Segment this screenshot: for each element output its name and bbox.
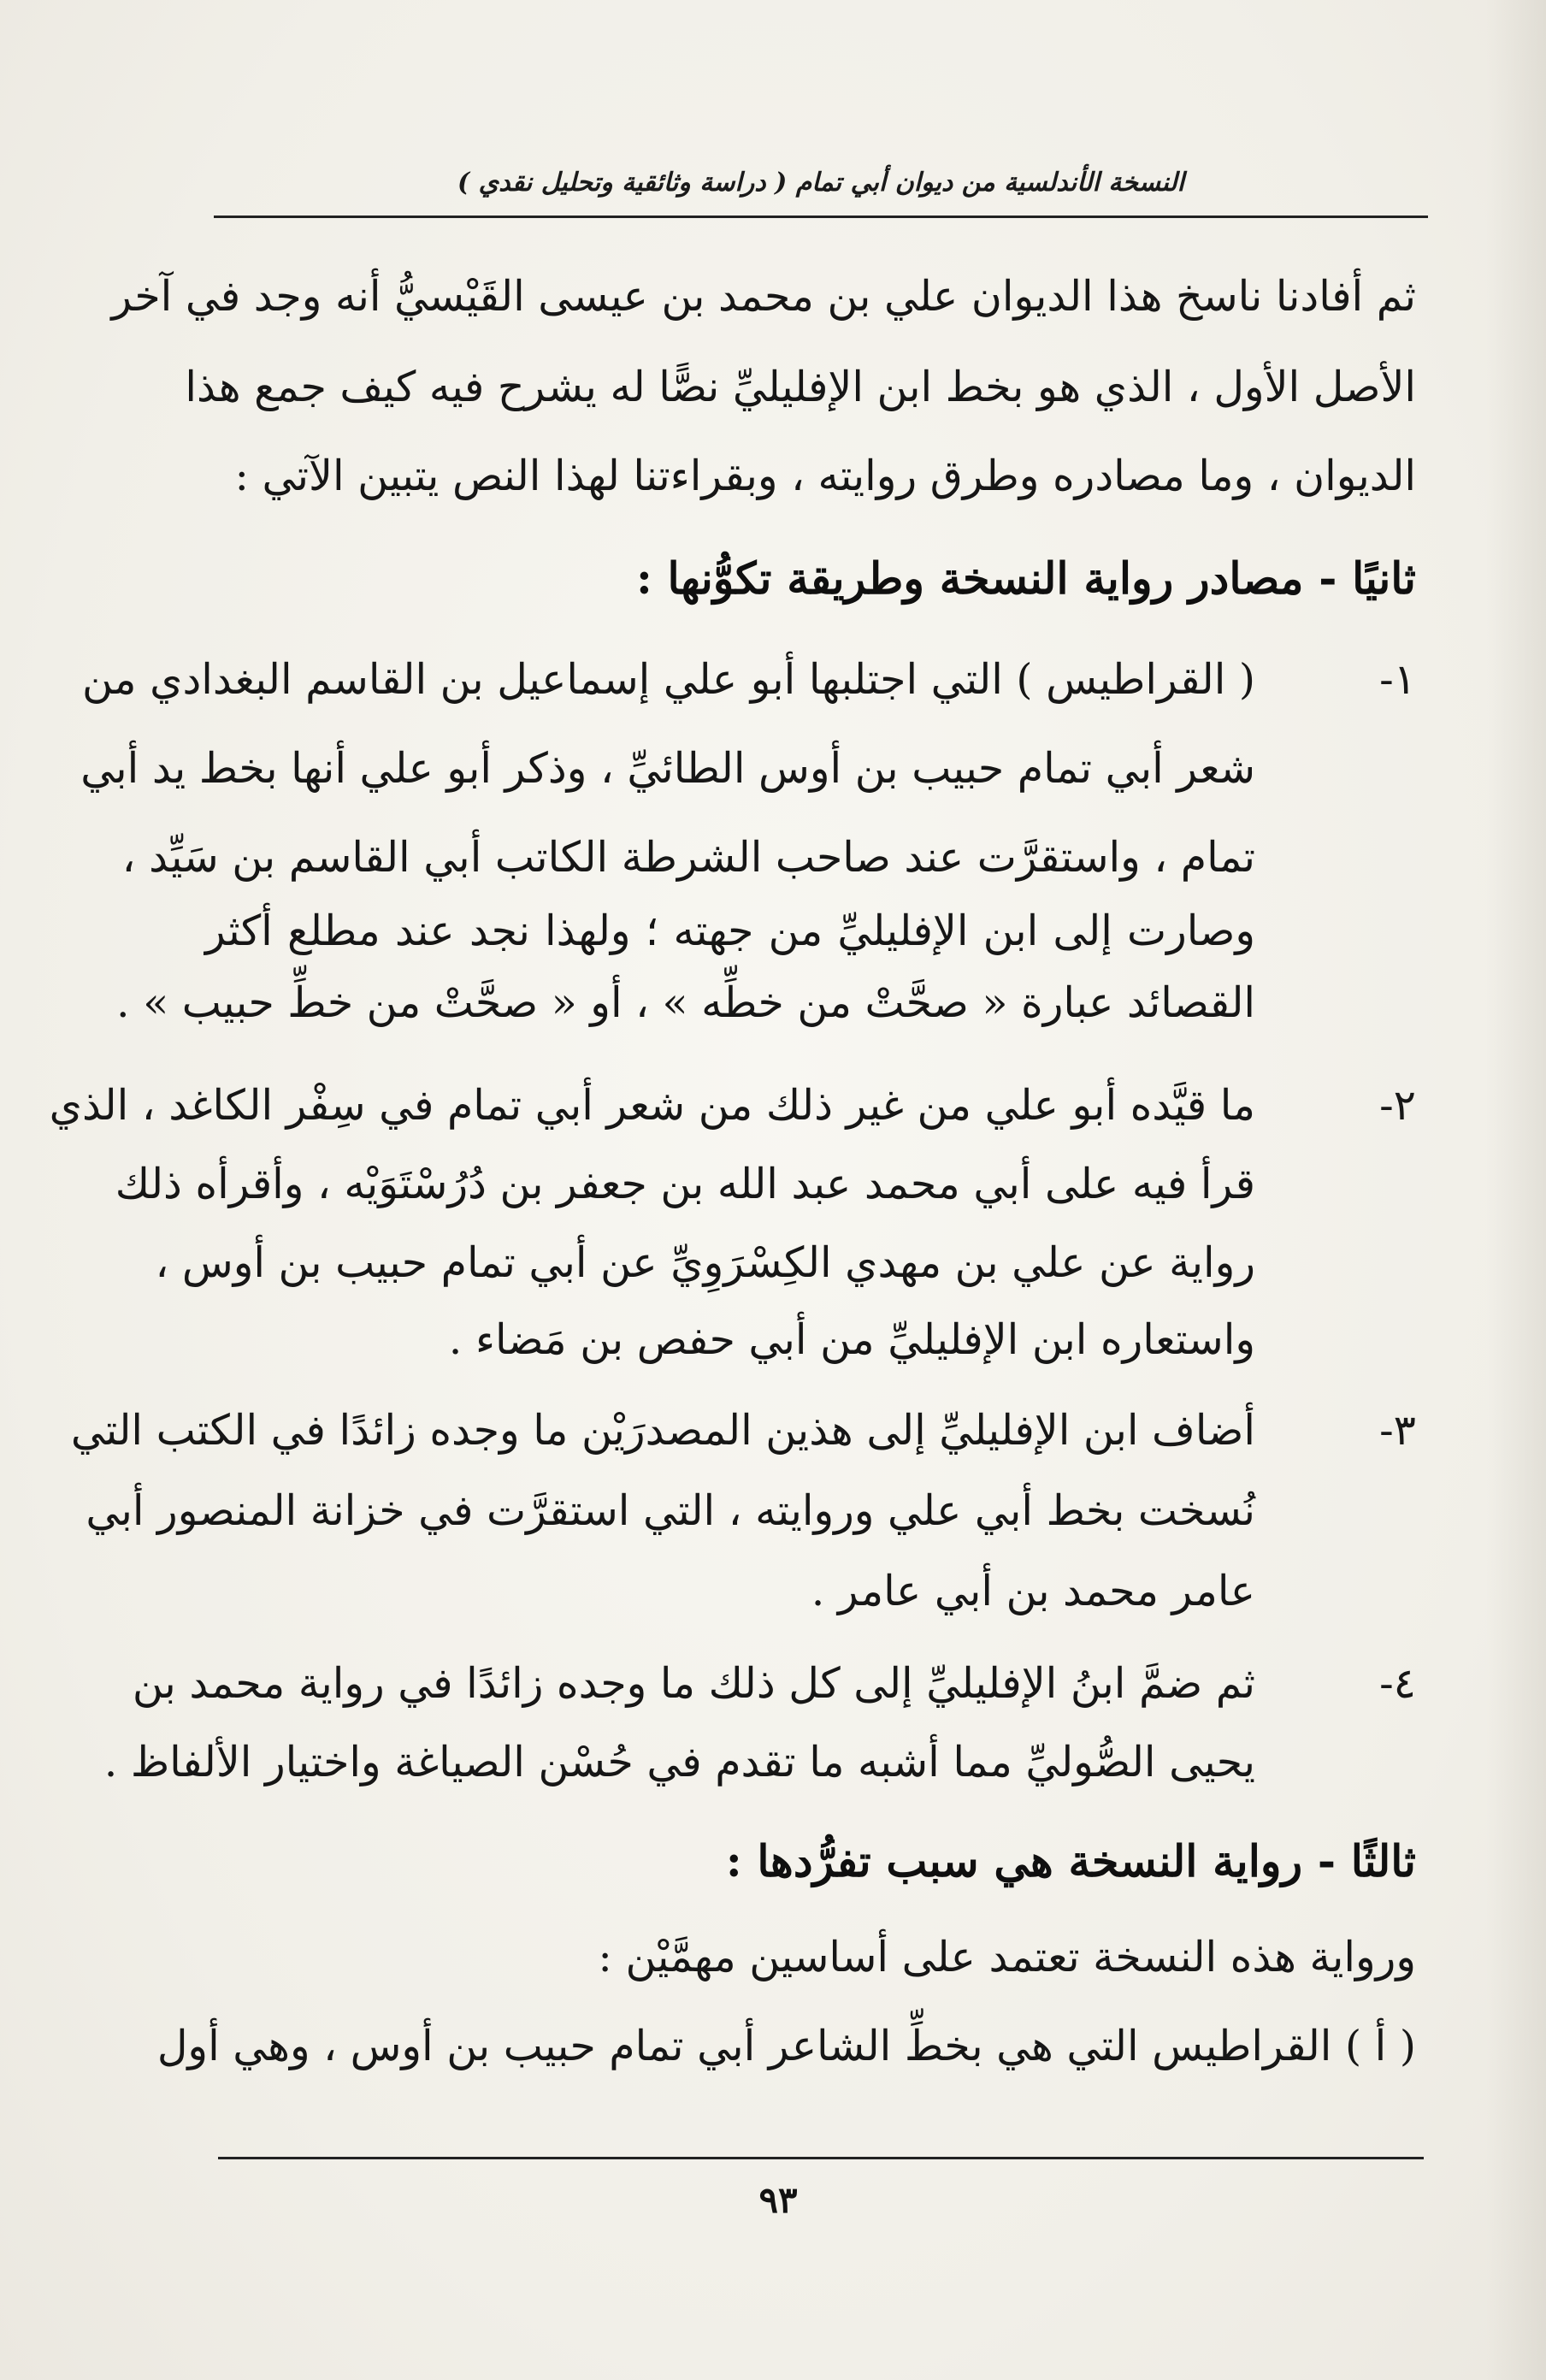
scan-shadow-edge bbox=[1486, 0, 1546, 2380]
item-3-line-1: أضاف ابن الإفليليِّ إلى هذين المصدرَيْن ما وجده زائدًا في الكتب التي bbox=[70, 1406, 1255, 1455]
section-heading-sources: ثانيًا - مصادر رواية النسخة وطريقة تكوُّنها : bbox=[635, 553, 1416, 605]
item-3-line-3: عامر محمد بن أبي عامر . bbox=[811, 1567, 1255, 1615]
running-header: النسخة الأندلسية من ديوان أبي تمام ( دراسة وثائقية وتحليل نقدي ) bbox=[457, 168, 1185, 198]
item-4-line-2: يحيى الصُّوليِّ مما أشبه ما تقدم في حُسْن الصياغة واختيار الألفاظ . bbox=[103, 1738, 1255, 1786]
header-rule bbox=[214, 216, 1428, 218]
item-number-1: ١- bbox=[1379, 655, 1416, 704]
item-number-2: ٢- bbox=[1379, 1081, 1416, 1130]
intro-line-1: ثم أفادنا ناسخ هذا الديوان علي بن محمد بن عيسى القَيْسيُّ أنه وجد في آخر bbox=[111, 272, 1416, 321]
item-2-line-2: قرأ فيه على أبي محمد عبد الله بن جعفر بن دُرُسْتَوَيْه ، وأقرأه ذلك bbox=[115, 1160, 1255, 1208]
item-2-line-4: واستعاره ابن الإفليليِّ من أبي حفص بن مَضاء . bbox=[448, 1315, 1255, 1364]
item-2-line-1: ما قيَّده أبو علي من غير ذلك من شعر أبي تمام في سِفْر الكاغد ، الذي bbox=[49, 1081, 1255, 1130]
section3-line-1: ورواية هذه النسخة تعتمد على أساسين مهمَّيْن : bbox=[598, 1933, 1416, 1981]
footer-rule bbox=[218, 2157, 1424, 2159]
item-3-line-2: نُسخت بخط أبي علي وروايته ، التي استقرَّت في خزانة المنصور أبي bbox=[86, 1486, 1255, 1535]
section-heading-uniqueness: ثالثًا - رواية النسخة هي سبب تفرُّدها : bbox=[725, 1836, 1416, 1887]
item-2-line-3: رواية عن علي بن مهدي الكِسْرَوِيِّ عن أبي تمام حبيب بن أوس ، bbox=[155, 1238, 1255, 1287]
item-number-3: ٣- bbox=[1379, 1406, 1416, 1455]
page-number: ٩٣ bbox=[758, 2179, 798, 2221]
item-number-4: ٤- bbox=[1379, 1659, 1416, 1708]
item-1-line-5: القصائد عبارة « صحَّتْ من خطِّه » ، أو « صحَّتْ من خطِّ حبيب » . bbox=[116, 978, 1255, 1027]
intro-line-2: الأصل الأول ، الذي هو بخط ابن الإفليليِّ نصًّا له يشرح فيه كيف جمع هذا bbox=[185, 363, 1416, 411]
item-1-line-3: تمام ، واستقرَّت عند صاحب الشرطة الكاتب أبي القاسم بن سَيِّد ، bbox=[121, 833, 1255, 882]
item-1-line-1: ( القراطيس ) التي اجتلبها أبو علي إسماعيل بن القاسم البغدادي من bbox=[82, 655, 1255, 704]
item-4-line-1: ثم ضمَّ ابنُ الإفليليِّ إلى كل ذلك ما وجده زائدًا في رواية محمد بن bbox=[132, 1659, 1255, 1708]
item-1-line-4: وصارت إلى ابن الإفليليِّ من جهته ؛ ولهذا نجد عند مطلع أكثر bbox=[205, 907, 1255, 955]
section3-line-2: ( أ ) القراطيس التي هي بخطِّ الشاعر أبي تمام حبيب بن أوس ، وهي أول bbox=[156, 2022, 1416, 2070]
item-1-line-2: شعر أبي تمام حبيب بن أوس الطائيِّ ، وذكر أبو علي أنها بخط يد أبي bbox=[80, 744, 1255, 793]
intro-line-3: الديوان ، وما مصادره وطرق روايته ، وبقراءتنا لهذا النص يتبين الآتي : bbox=[234, 452, 1416, 500]
